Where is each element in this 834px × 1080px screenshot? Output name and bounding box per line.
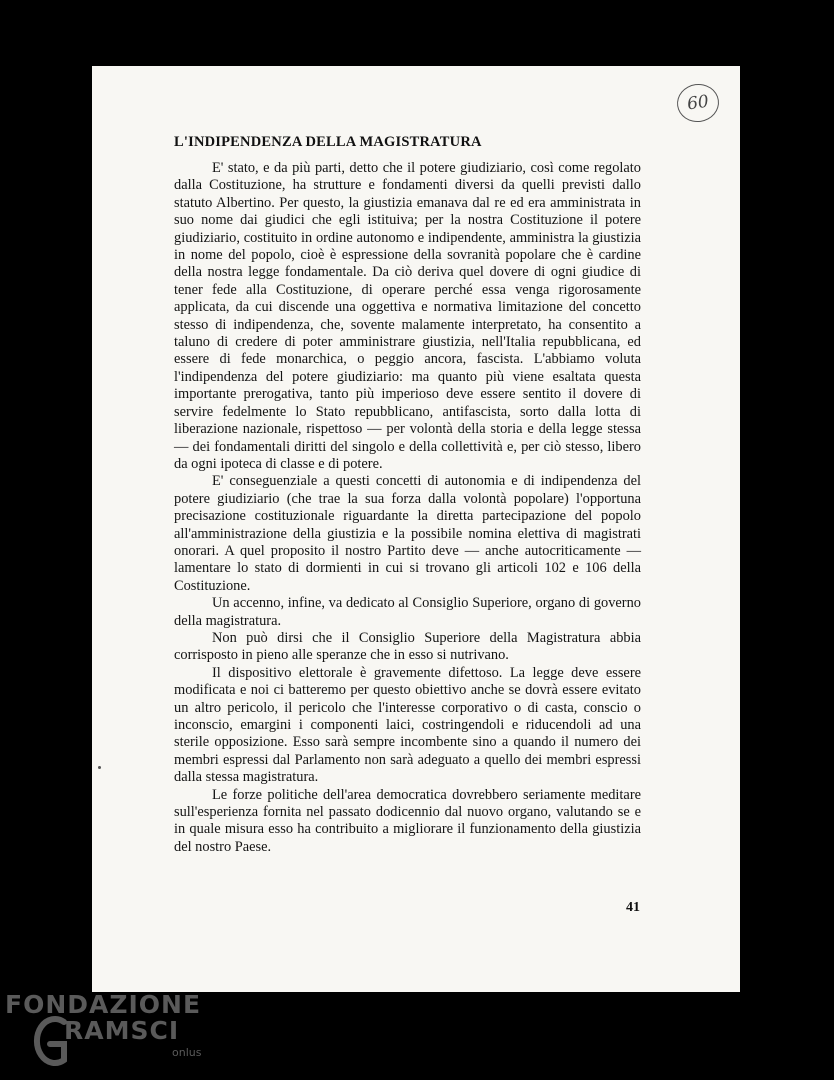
page-number: 41 [626, 900, 640, 915]
watermark-line1: FONDAZIONE [5, 990, 202, 1019]
paragraph: Il dispositivo elettorale è gravemente difettoso. La legge deve essere modificata e noi ci batteremo per questo obiettivo anche se dovrà essere evitato un altro pericolo, il pericolo che l'interesse corporativo o di casta, conscio o inconscio, emargini i componenti laici, costringendoli e riducendoli ad una sterile opposizione. Esso sarà sempre incombente sino a quando il numero dei membri espressi dal Parlamento non sarà adeguato a quello dei membri espressi dalla stessa magistratura. [174, 664, 641, 786]
watermark-logo [0, 988, 240, 1080]
page-stamp: 60 [675, 81, 722, 124]
paragraph: Non può dirsi che il Consiglio Superiore della Magistratura abbia corrisposto in pieno alle speranze che in esso si nutrivano. [174, 629, 641, 664]
article-body [174, 160, 641, 856]
watermark-suffix: onlus [172, 1046, 202, 1059]
paragraph: E' conseguenziale a questi concetti di autonomia e di indipendenza del potere giudiziario (che trae la sua forza dalla volontà popolare) l'opportuna precisazione costituzionale riguardante la diretta partecipazione del popolo all'amministrazione della giustizia e la possibile nomina elettiva di magistrati onorari. A quel proposito il nostro Partito deve — anche autocriticamente — lamentare lo stato di dormienti in cui si trovano gli articoli 102 e 106 della Costituzione. [174, 473, 641, 594]
paragraph: E' stato, e da più parti, detto che il potere giudiziario, così come regolato dalla Costituzione, ha strutture e fondamenti diversi da quelli previsti dallo statuto Albertino. Per questo, la giustizia emanava dal re ed era amministrata in suo nome dai giudici che egli istituiva; per la nostra Costituzione il potere giudiziario, costituito in ordine autonomo e indipendente, amministra la giustizia in nome del popolo, cioè è espressione della sovranità popolare che è cardine della nostra legge fondamentale. Da ciò deriva quel dovere di ogni giudice di tener fede alla Costituzione, di operare perché essa venga rigorosamente applicata, da cui discende una oggettiva e normativa limitazione del concetto stesso di indipendenza, che, sovente malamente interpretato, ha consentito a taluno di credere di poter amministrare giustizia, nell'Italia repubblicana, ed essere di fede monarchica, o peggio ancora, fascista. L'abbiamo voluta l'indipendenza del potere giudiziario: ma quanto più viene esaltata questa importante prerogativa, tanto più imperioso deve essere sentito il dovere di servire fedelmente lo Stato repubblicano, antifascista, sorto dalla lotta di liberazione nazionale, rispettoso — per volontà della storia e della legge stessa — dei fondamentali diritti del singolo e della collettività e, per ciò stesso, libero da ogni ipoteca di classe e di potere. [174, 160, 641, 472]
watermark-line2: RAMSCI [64, 1016, 180, 1045]
paragraph: Un accenno, infine, va dedicato al Consiglio Superiore, organo di governo della magistratura. [174, 595, 641, 629]
article-title: L'INDIPENDENZA DELLA MAGISTRATURA [174, 134, 482, 150]
margin-mark [98, 766, 101, 769]
paragraph: Le forze politiche dell'area democratica dovrebbero seriamente meditare sull'esperienza fornita nel passato dodicennio dal nuovo organo, valutando se e in quale misura esso ha contribuito a migliorare il funzionamento della giustizia del nostro Paese. [174, 786, 641, 855]
